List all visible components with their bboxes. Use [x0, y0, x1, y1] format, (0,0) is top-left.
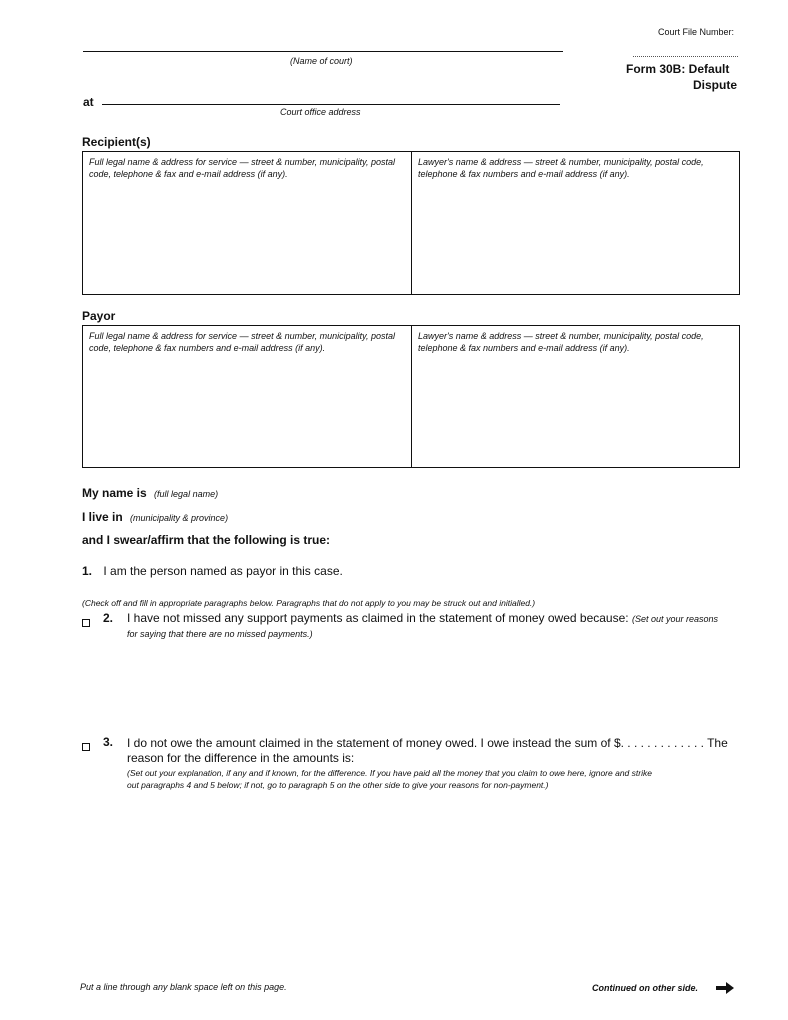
live-in-row	[82, 510, 228, 524]
at-label: at	[83, 95, 94, 109]
paragraph-3-number: 3.	[103, 735, 114, 749]
paragraph-3-text-a: I do not owe the amount claimed in the statement of money owed. I owe instead the sum of $. . . . . . . . . . . . . The	[127, 736, 728, 750]
my-name-row	[82, 486, 218, 500]
paragraph-2-checkbox[interactable]	[82, 614, 90, 632]
court-office-address-field[interactable]	[102, 104, 560, 105]
paragraph-1-number: 1.	[82, 564, 93, 578]
check-instruction: (Check off and fill in appropriate paragraphs below. Paragraphs that do not apply to you may be struck out and initialled.)	[82, 598, 536, 608]
payor-lawyer-caption: Lawyer's name & address — street & number, municipality, postal code, telephone & fax numbers and e-mail address (if any).	[418, 331, 704, 353]
payor-lawyer-cell[interactable]	[412, 326, 739, 467]
continued-note: Continued on other side.	[592, 983, 698, 993]
swear-statement: and I swear/affirm that the following is true:	[82, 533, 331, 547]
form-title-line1: Form 30B: Default	[626, 62, 730, 76]
paragraph-1-text: I am the person named as payor in this case.	[103, 564, 343, 578]
blank-space-note: Put a line through any blank space left on this page.	[80, 982, 287, 992]
recipients-table	[82, 151, 740, 295]
recipients-heading: Recipient(s)	[82, 135, 151, 149]
paragraph-2-hint-a: (Set out your reasons	[631, 614, 718, 624]
paragraph-2-text: I have not missed any support payments as claimed in the statement of money owed because:	[127, 611, 629, 625]
paragraph-3-checkbox[interactable]	[82, 738, 90, 756]
payor-details-caption: Full legal name & address for service — street & number, municipality, postal code, telephone & fax numbers and e-mail address (if any).	[89, 331, 395, 353]
paragraph-2-body	[127, 611, 742, 627]
recipient-lawyer-cell[interactable]	[412, 152, 739, 294]
paragraph-3-hint-b: out paragraphs 4 and 5 below; if not, go to paragraph 5 on the other side to give your reasons for non-payment.)	[127, 780, 549, 790]
paragraph-3-hint-a: (Set out your explanation, if any and if known, for the difference. If you have paid all the money that you claim to owe here, ignore and strike	[127, 768, 652, 778]
paragraph-2-answer-area[interactable]	[127, 645, 740, 725]
name-of-court-caption: (Name of court)	[290, 56, 353, 66]
recipient-details-caption: Full legal name & address for service — street & number, municipality, postal code, telephone & fax and e-mail address (if any).	[89, 157, 395, 179]
my-name-label: My name is	[82, 486, 147, 500]
court-file-number-label: Court File Number:	[658, 27, 735, 37]
recipient-lawyer-caption: Lawyer's name & address — street & number, municipality, postal code, telephone & fax numbers and e-mail address (if any).	[418, 157, 704, 179]
recipient-details-cell[interactable]	[83, 152, 412, 294]
payor-details-cell[interactable]	[83, 326, 412, 467]
payor-heading: Payor	[82, 309, 116, 323]
my-name-hint: (full legal name)	[154, 489, 219, 499]
paragraph-2-hint-b: for saying that there are no missed payments.)	[127, 629, 313, 639]
payor-table	[82, 325, 740, 468]
paragraph-2-number: 2.	[103, 611, 114, 625]
live-in-label: I live in	[82, 510, 123, 524]
name-of-court-field[interactable]	[83, 51, 563, 52]
court-office-address-caption: Court office address	[280, 107, 361, 117]
arrow-right-icon	[716, 981, 734, 999]
form-title-line2: Dispute	[693, 78, 738, 92]
paragraph-3-text-b: reason for the difference in the amounts is:	[127, 751, 355, 765]
live-in-hint: (municipality & province)	[130, 513, 229, 523]
paragraph-3-answer-area[interactable]	[127, 798, 740, 968]
court-file-number-field[interactable]	[633, 56, 738, 57]
paragraph-1	[82, 564, 343, 579]
